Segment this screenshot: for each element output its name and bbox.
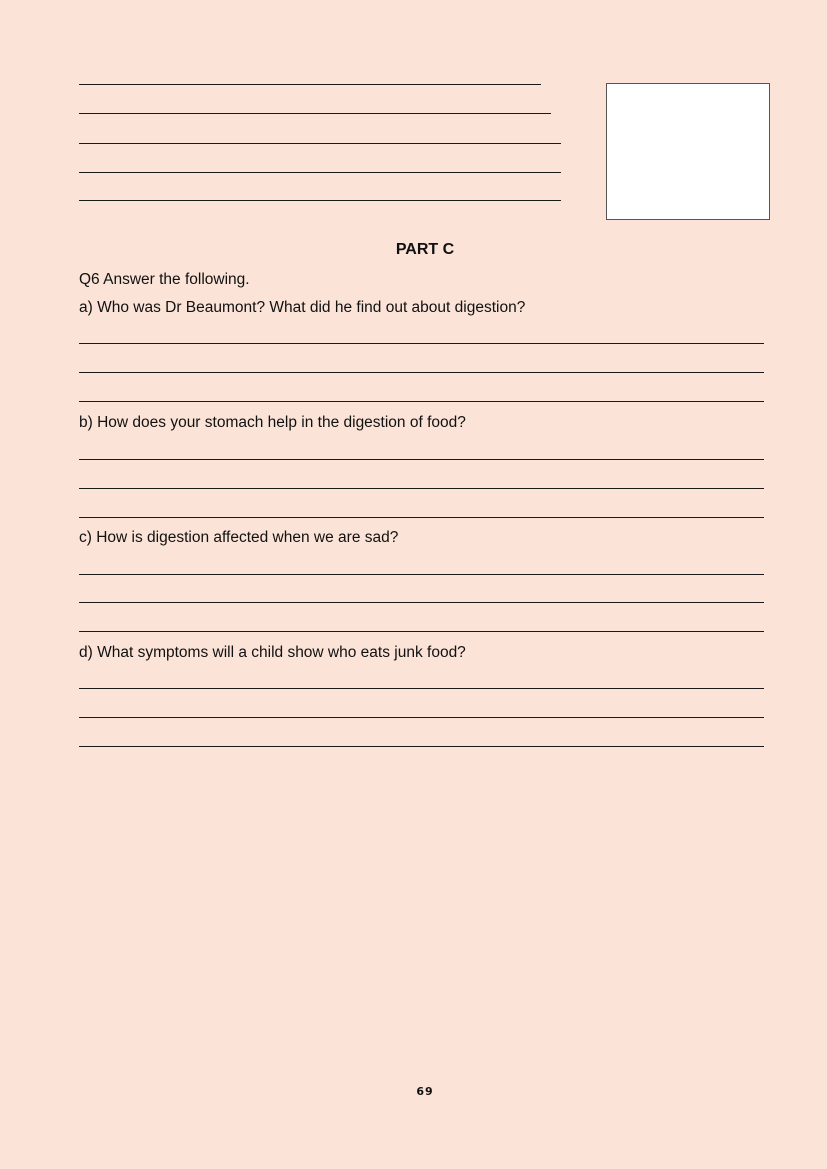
answer-line[interactable] (79, 459, 764, 460)
answer-line[interactable] (79, 372, 764, 373)
answer-line[interactable] (79, 688, 764, 689)
answer-line[interactable] (79, 113, 551, 114)
answer-line[interactable] (79, 488, 764, 489)
answer-line[interactable] (79, 84, 541, 85)
answer-line[interactable] (79, 517, 764, 518)
answer-line[interactable] (79, 343, 764, 344)
answer-line[interactable] (79, 574, 764, 575)
answer-line[interactable] (79, 172, 561, 173)
part-title: PART C (395, 241, 455, 258)
answer-line[interactable] (79, 401, 764, 402)
answer-line[interactable] (79, 746, 764, 747)
question-c: c) How is digestion affected when we are sad? (79, 529, 399, 546)
answer-line[interactable] (79, 200, 561, 201)
answer-line[interactable] (79, 631, 764, 632)
question-d: d) What symptoms will a child show who eats junk food? (79, 644, 466, 661)
answer-line[interactable] (79, 717, 764, 718)
answer-line[interactable] (79, 602, 764, 603)
question-b: b) How does your stomach help in the digestion of food? (79, 414, 466, 431)
instruction: Q6 Answer the following. (79, 271, 250, 288)
drawing-box[interactable] (606, 83, 770, 220)
answer-line[interactable] (79, 143, 561, 144)
question-a: a) Who was Dr Beaumont? What did he find out about digestion? (79, 299, 526, 316)
page-number: 69 (416, 1085, 434, 1098)
